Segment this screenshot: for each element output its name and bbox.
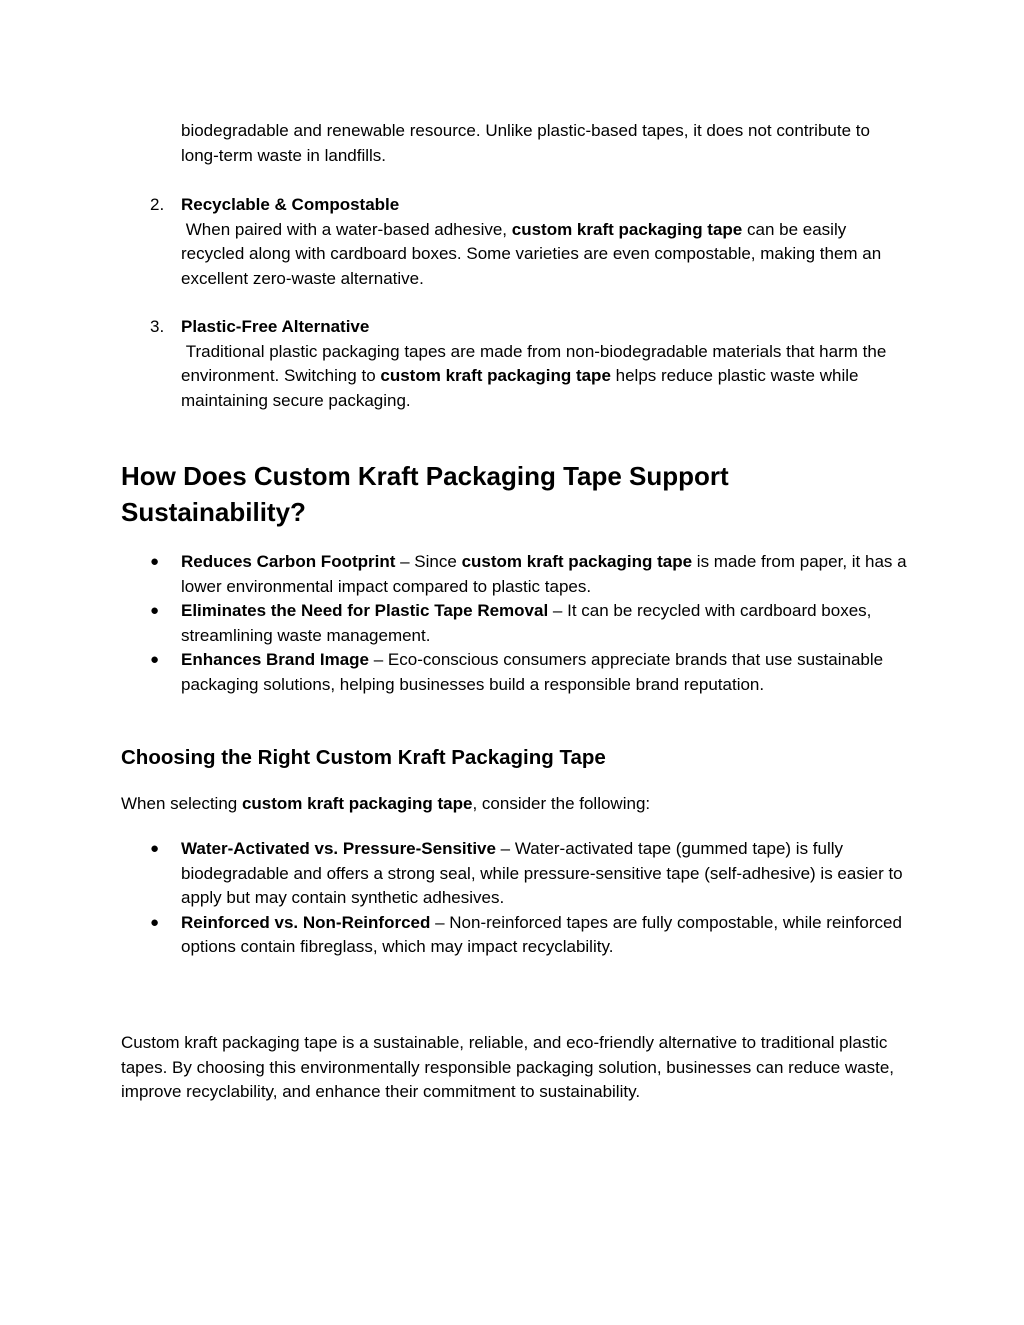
list-item-description [181, 218, 911, 292]
bullet-icon: ● [150, 840, 160, 857]
list-item [150, 599, 911, 648]
bullet-icon: ● [150, 913, 160, 931]
list-number: 2. [150, 195, 165, 214]
paragraph-text: biodegradable and renewable resource. Unlike plastic-based tapes, it does not contribute to long-term waste in landfills. [181, 121, 870, 165]
description-text: can be easily recycled along with cardboard boxes. Some varieties are even compostable, making them an excellent zero-waste alternative. [181, 219, 882, 288]
bullet-icon: ● [150, 651, 160, 668]
intro-paragraph [121, 792, 911, 817]
list-item [150, 837, 911, 911]
conclusion-paragraph [121, 1031, 911, 1105]
list-item-title: Plastic-Free Alternative [181, 317, 370, 336]
description-text: Traditional plastic packaging tapes are made from non-biodegradable materials that harm the environment. Switching to [181, 341, 892, 385]
bullet-icon: ● [150, 553, 160, 570]
keyword-bold: custom kraft packaging tape [241, 794, 473, 813]
paragraph-text: When selecting [121, 794, 242, 813]
keyword-bold: custom kraft packaging tape [461, 552, 693, 571]
list-item [150, 550, 911, 599]
description-text: helps reduce plastic waste while maintaining secure packaging. [181, 366, 859, 410]
keyword-bold: custom kraft packaging tape [380, 366, 611, 385]
section-heading-sustainability: How Does Custom Kraft Packaging Tape Support Sustainability? [121, 461, 729, 527]
bullet-term: Reinforced vs. Non-Reinforced [181, 912, 431, 932]
bullet-text: – It can be recycled with cardboard boxes, streamlining waste management. [181, 601, 872, 645]
list-item [150, 648, 911, 697]
paragraph-text: , consider the following: [472, 794, 651, 813]
list-item-description [181, 340, 911, 414]
section-heading-choosing: Choosing the Right Custom Kraft Packaging Tape [121, 746, 606, 769]
bullet-text: – Since [395, 552, 462, 571]
bullet-list-sustainability [150, 550, 910, 697]
bullet-term: Enhances Brand Image [181, 650, 370, 669]
list-item-body [181, 193, 911, 291]
keyword-bold: custom kraft packaging tape [511, 219, 743, 239]
bullet-text: – Non-reinforced tapes are fully compostable, while reinforced options contain fibreglass, which may impact recyclability. [181, 912, 902, 956]
list-item [150, 911, 911, 960]
bullet-list-choosing [150, 837, 910, 960]
paragraph-text: Custom kraft packaging tape is a sustainable, reliable, and eco-friendly alternative to traditional plastic tapes. By choosing this environmentally responsible packaging solution, businesses can reduce waste, improve recyclability, and enhance their commitment to sustainability. [121, 1033, 895, 1101]
bullet-text: – Water-activated tape (gummed tape) is fully biodegradable and offers a strong seal, while pressure-sensitive tape (self-adhesive) is easier to apply but may contain synthetic adhesives. [181, 839, 903, 907]
bullet-text: is made from paper, it has a lower environmental impact compared to plastic tapes. [181, 552, 907, 596]
description-text: When paired with a water-based adhesive, [181, 219, 512, 239]
bullet-text: – Eco-conscious consumers appreciate brands that use sustainable packaging solutions, helping businesses build a responsible brand reputation. [181, 650, 884, 694]
list-item-title: Recyclable & Compostable [181, 195, 400, 214]
continued-paragraph [181, 119, 911, 168]
bullet-icon: ● [150, 602, 160, 619]
bullet-term: Water-Activated vs. Pressure-Sensitive [181, 839, 496, 858]
bullet-term: Eliminates the Need for Plastic Tape Removal [181, 601, 549, 620]
list-number: 3. [150, 317, 165, 336]
list-item-body [181, 315, 911, 413]
bullet-term: Reduces Carbon Footprint [181, 552, 396, 571]
